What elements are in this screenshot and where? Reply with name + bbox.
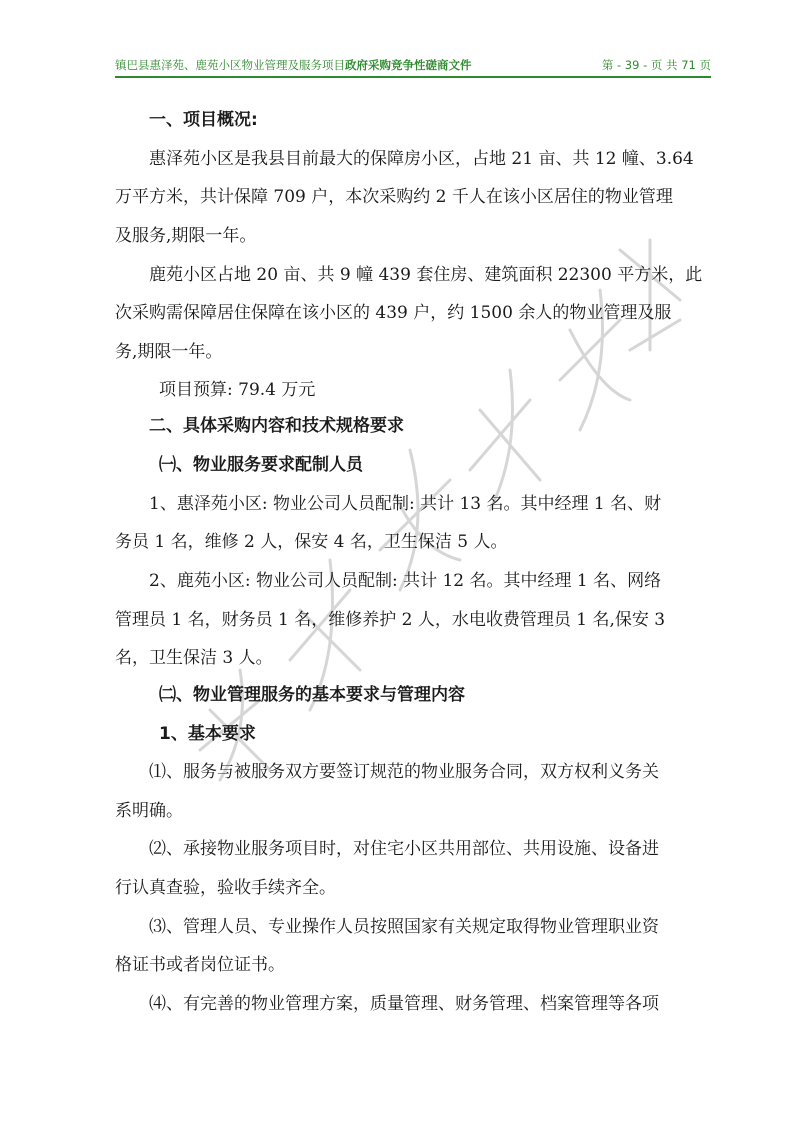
para-line: ⑵、承接物业服务项目时，对住宅小区共用部位、共用设施、设备进 xyxy=(149,839,659,859)
header-title xyxy=(115,57,472,73)
para-line: 及服务,期限一年。 xyxy=(115,226,257,246)
header-rule xyxy=(115,76,711,78)
para-line: 务员 1 名，维修 2 人，保安 4 名，卫生保洁 5 人。 xyxy=(115,532,508,552)
header-doc-name: 镇巴县惠泽苑、鹿苑小区物业管理及服务项目 xyxy=(115,58,345,72)
para-line: 务,期限一年。 xyxy=(115,342,223,362)
page-header xyxy=(115,57,711,77)
section-2-2-1-title: 1、基本要求 xyxy=(159,724,256,744)
para-line: 行认真查验，验收手续齐全。 xyxy=(115,878,336,898)
para-line: 系明确。 xyxy=(115,801,183,821)
section-2-title: 二、具体采购内容和技术规格要求 xyxy=(149,416,404,436)
budget-value: 79.4 万元 xyxy=(232,380,316,400)
para-line: ⑷、有完善的物业管理方案，质量管理、财务管理、档案管理等各项 xyxy=(149,994,659,1014)
para-line: 格证书或者岗位证书。 xyxy=(115,955,285,975)
para-line: 管理员 1 名，财务员 1 名，维修养护 2 人，水电收费管理员 1 名,保安 3 xyxy=(115,610,666,630)
para-line: ⑴、服务与被服务双方要签订规范的物业服务合同，双方权利义务关 xyxy=(149,762,659,782)
para-line: 鹿苑小区占地 20 亩、共 9 幢 439 套住房、建筑面积 22300 平方米，此 xyxy=(149,265,703,285)
para-line: 1、惠泽苑小区: 物业公司人员配制: 共计 13 名。其中经理 1 名、财 xyxy=(149,494,662,514)
section-1-title: 一、项目概况: xyxy=(149,110,258,130)
section-2-2-title: ㈡、物业管理服务的基本要求与管理内容 xyxy=(159,685,465,705)
para-line: 万平方米，共计保障 709 户，本次采购约 2 千人在该小区居住的物业管理 xyxy=(115,187,673,207)
para-line: 惠泽苑小区是我县目前最大的保障房小区，占地 21 亩、共 12 幢、3.64 xyxy=(149,149,694,169)
budget-line xyxy=(159,380,755,400)
para-line: 2、鹿苑小区: 物业公司人员配制: 共计 12 名。其中经理 1 名、网络 xyxy=(149,571,662,591)
para-line: ⑶、管理人员、专业操作人员按照国家有关规定取得物业管理职业资 xyxy=(149,917,659,937)
budget-label: 项目预算: xyxy=(159,380,233,400)
para-line: 次采购需保障居住保障在该小区的 439 户，约 1500 余人的物业管理及服 xyxy=(115,303,672,323)
header-page-info: 第 - 39 - 页 共 71 页 xyxy=(601,58,711,72)
section-2-1-title: ㈠、物业服务要求配制人员 xyxy=(159,455,363,475)
para-line: 名，卫生保洁 3 人。 xyxy=(115,648,273,668)
header-doc-type: 政府采购竞争性磋商文件 xyxy=(345,58,472,72)
